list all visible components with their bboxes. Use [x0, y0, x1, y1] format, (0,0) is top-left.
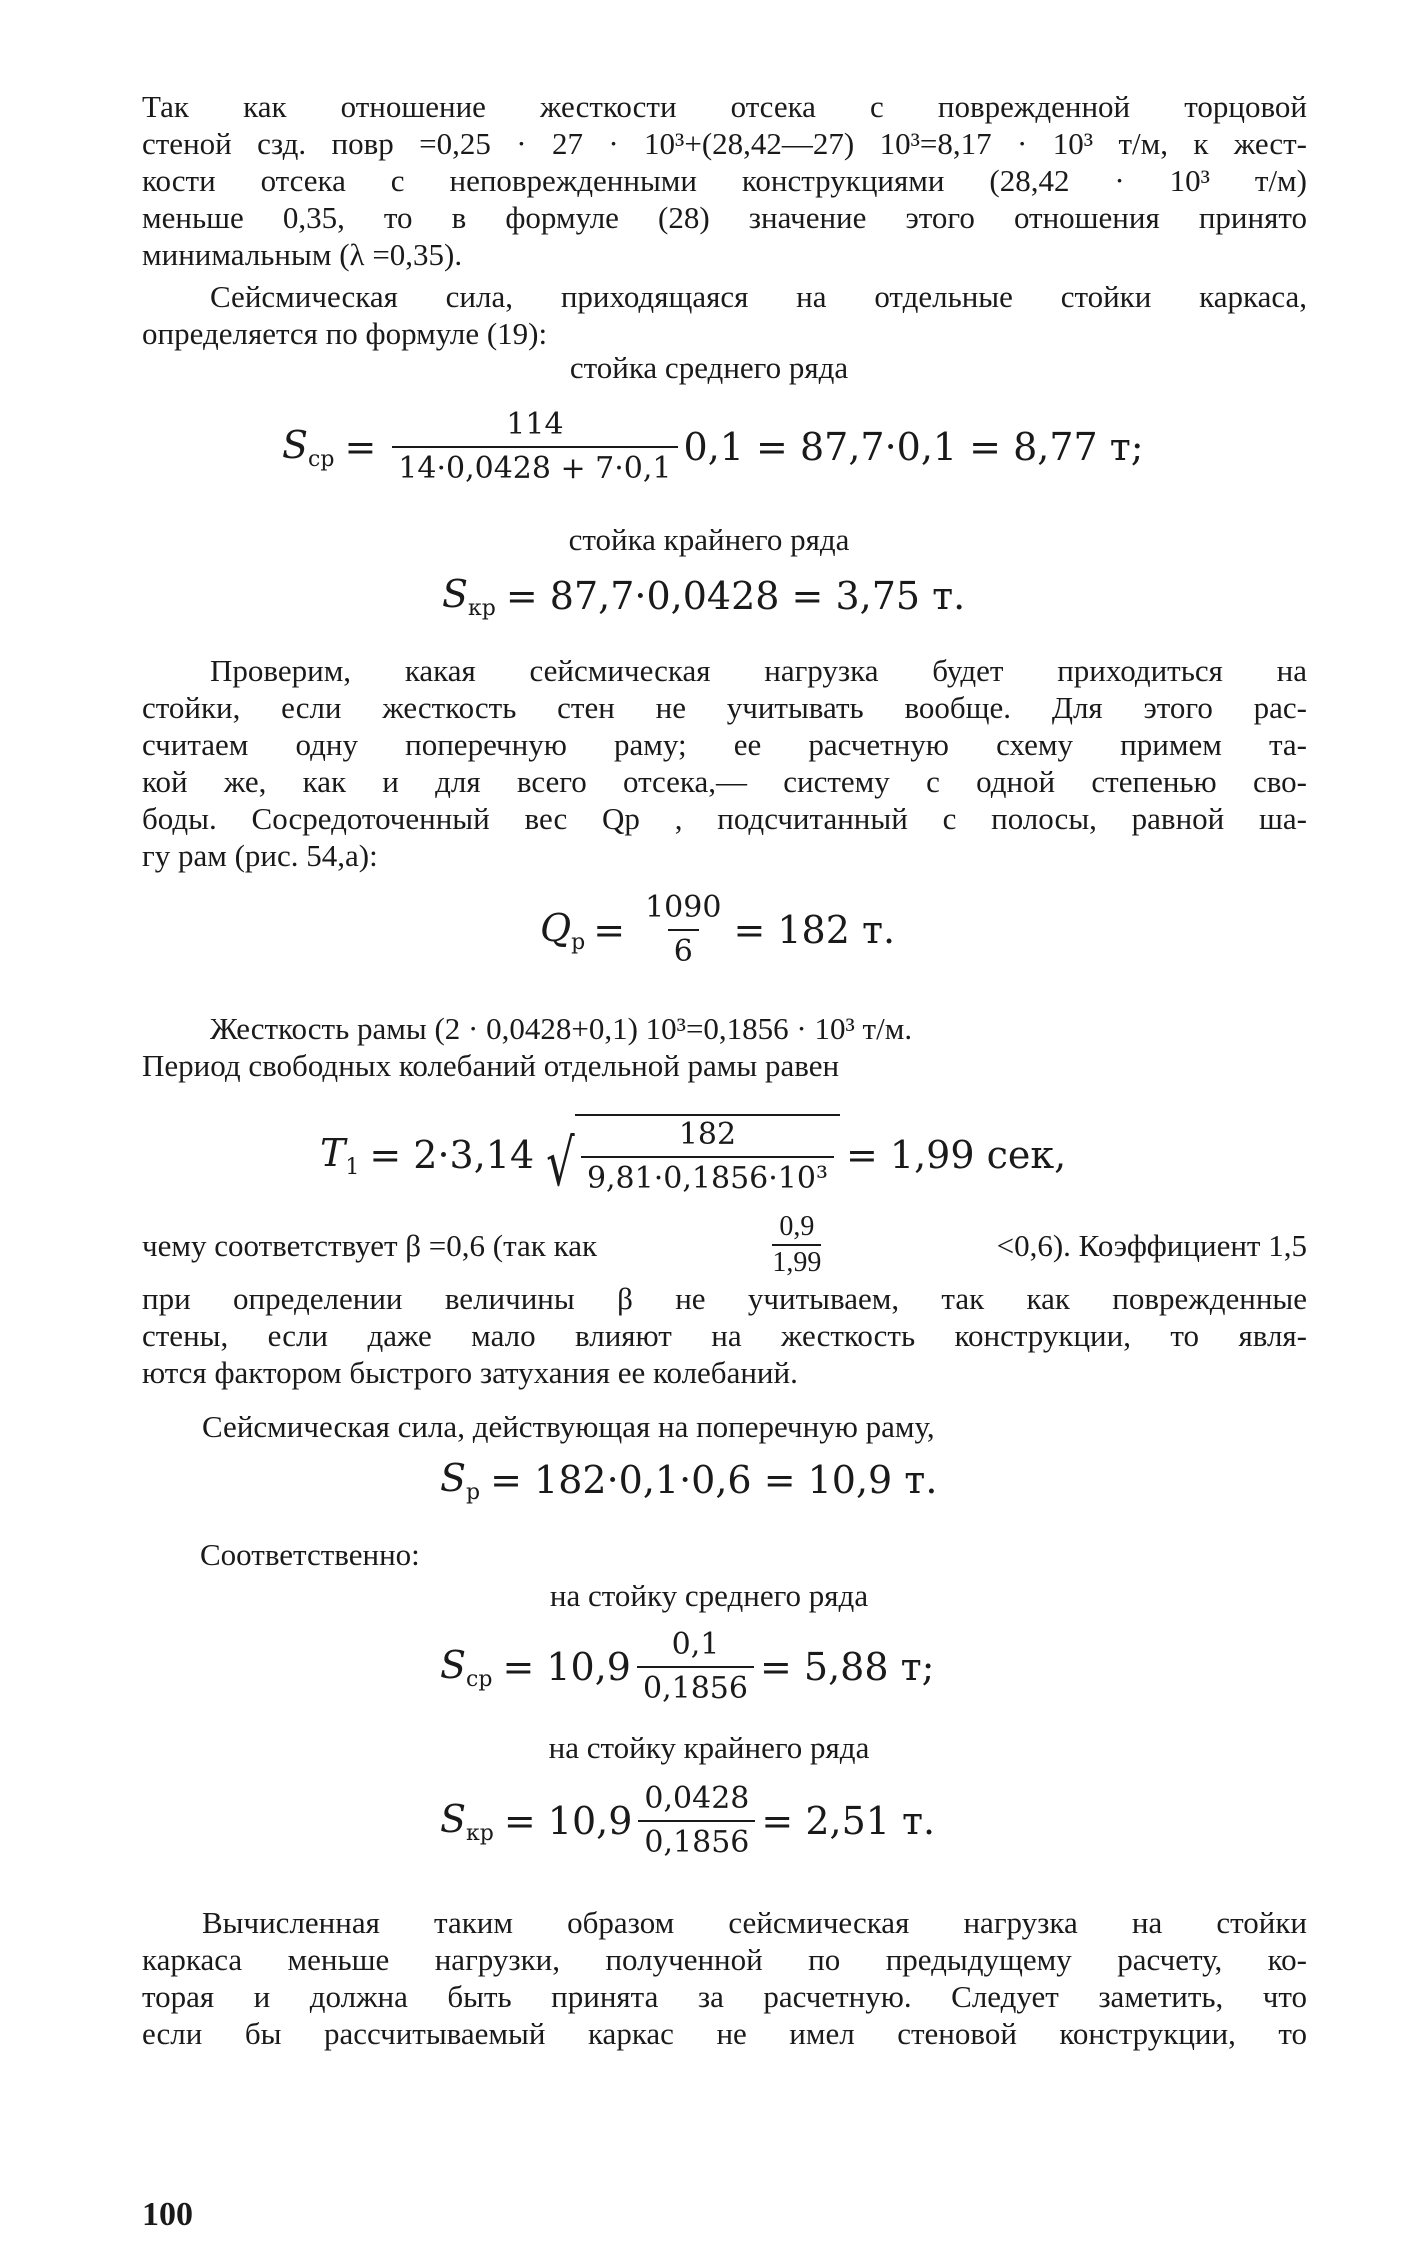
text-line: Соответственно:	[200, 1537, 420, 1572]
text-line: боды. Сосредоточенный вес Qр , подсчитанный с полосы, равной ша-	[142, 801, 1307, 836]
label-middle-column: на стойку среднего ряда	[549, 1578, 869, 1613]
text-line: кой же, как и для всего отсека,— систему с одной степенью сво-	[142, 764, 1307, 799]
paragraph-frame-stiffness	[142, 1010, 1307, 1084]
fraction-numerator: 0,1	[671, 1627, 720, 1662]
label-edge-column: на стойку крайнего ряда	[548, 1730, 870, 1765]
formula-fraction	[581, 1118, 834, 1196]
text-line: при определении величины β не учитываем, так как поврежденные	[142, 1281, 1307, 1316]
formula-rhs: = 2,51 т.	[761, 1799, 936, 1843]
formula-lhs: $S_{ср}$	[282, 422, 335, 472]
text-line: Сейсмическая сила, действующая на поперечную раму,	[202, 1409, 935, 1444]
fraction-numerator: 182	[678, 1117, 737, 1152]
text-line: Сейсмическая сила, приходящаяся на отдельные стойки каркаса,	[210, 279, 1307, 314]
fraction-numerator: 1090	[645, 890, 722, 925]
text-line: Жесткость рамы (2 · 0,0428+0,1) 10³=0,1856 · 10³ т/м.	[210, 1011, 913, 1046]
text-line: стойки, если жесткость стен не учитывать вообще. Для этого рас-	[142, 690, 1307, 725]
text-line: Так как отношение жесткости отсека с поврежденной торцовой	[142, 89, 1307, 124]
formula-lhs: $S_{ср}$	[440, 1642, 493, 1692]
paragraph-seismic-on-frame	[142, 1408, 1307, 1445]
formula-fraction	[392, 408, 677, 486]
fraction-numerator: 114	[506, 407, 564, 442]
formula-s-edge	[442, 566, 965, 626]
text-line: если бы рассчитываемый каркас не имел стеновой конструкции, то	[142, 2016, 1307, 2051]
text-line: Период свободных колебаний отдельной рамы равен	[142, 1048, 840, 1083]
text-line: определяется по формуле (19):	[142, 316, 548, 351]
formula-rhs: = 87,7·0,0428 = 3,75 т.	[505, 574, 966, 618]
formula-lhs: $S_{кр}$	[442, 571, 496, 621]
formula-lhs: $S_{кр}$	[440, 1796, 494, 1846]
text-line: стены, если даже мало влияют на жесткость конструкции, то явля-	[142, 1318, 1307, 1353]
label-edge-column: стойка крайнего ряда	[568, 522, 850, 557]
formula-period: $T_1$ = 2·3,14 √ $\frac{182}{\text{9,81·0,1856·10³}}$ = 1,99 сек,	[320, 1100, 1066, 1210]
fraction-denominator: 14·0,0428 + 7·0,1	[392, 446, 677, 486]
inline-fraction: $\frac{0,9}{1,99}$	[772, 1211, 822, 1278]
paragraph-accordingly	[200, 1536, 1365, 1573]
paragraph-seismic-force-intro	[142, 278, 1307, 352]
page-number: 100	[142, 2196, 193, 2233]
fraction-numerator: 0,0428	[644, 1781, 750, 1816]
text-line: считаем одну поперечную раму; ее расчетную схему примем та-	[142, 727, 1307, 762]
formula-s-edge-frame: $S_{кр}$ = 10,9 $\frac{0,0428}{0,1856}$ = 2,51 т.	[440, 1781, 936, 1860]
square-root	[540, 1114, 840, 1201]
formula-s-middle: $S_{ср}$ = $\frac{114}{14\cdot 0,0428 + 7\cdot 0,1}$ 0,1 = 87,7·0,1 = 8,77 т;	[282, 407, 1144, 486]
text-line: чему соответствует β =0,6 (так как $\frac{0,9}{1,99}$ <0,6). Коэффициент 1,5	[142, 1211, 1307, 1278]
text-line: кости отсека с неповрежденными конструкциями (28,42 · 10³ т/м)	[142, 163, 1307, 198]
fraction-denominator: 0,1856	[638, 1820, 755, 1860]
text-line: Вычисленная таким образом сейсмическая нагрузка на стойки	[202, 1905, 1307, 1940]
formula-lhs: $Q_р$	[540, 905, 586, 955]
formula-s-middle-frame: $S_{ср}$ = 10,9 $\frac{0,1}{0,1856}$ = 5,88 т;	[440, 1627, 935, 1706]
formula-rhs: = 1,99 сек,	[845, 1133, 1067, 1177]
formula-rhs: = 182·0,1·0,6 = 10,9 т.	[490, 1458, 938, 1502]
formula-fraction	[639, 891, 727, 969]
paragraph-conclusion	[142, 1904, 1307, 2052]
text-line: минимальным (λ =0,35).	[142, 237, 463, 272]
formula-rhs: = 182 т.	[733, 908, 896, 952]
radical-icon: √	[546, 1127, 575, 1201]
formula-fraction	[637, 1628, 754, 1706]
formula-lhs: $S_р$	[440, 1455, 481, 1505]
label-middle-column: стойка среднего ряда	[569, 350, 849, 385]
text-line: гу рам (рис. 54,а):	[142, 838, 378, 873]
paragraph-check-frames	[142, 652, 1307, 874]
text-line: Проверим, какая сейсмическая нагрузка будет приходиться на	[210, 653, 1307, 688]
fraction-denominator: 0,1856	[637, 1666, 754, 1706]
text-line: стеной cзд. повр =0,25 · 27 · 10³+(28,42—27) 10³=8,17 · 10³ т/м, к жест-	[142, 126, 1307, 161]
formula-rhs: = 5,88 т;	[759, 1645, 935, 1689]
text-line: торая и должна быть принята за расчетную. Следует заметить, что	[142, 1979, 1307, 2014]
text-line: каркаса меньше нагрузки, полученной по предыдущему расчету, ко-	[142, 1942, 1307, 1977]
formula-lhs: $T_1$	[320, 1130, 360, 1180]
formula-s-frame	[440, 1450, 937, 1510]
paragraph-beta-coefficient	[142, 1210, 1307, 1391]
fraction-denominator: 9,81·0,1856·10³	[581, 1156, 834, 1196]
paragraph-stiffness-ratio	[142, 88, 1307, 273]
fraction-denominator: 6	[668, 929, 699, 969]
text-line: ются фактором быстрого затухания ее колебаний.	[142, 1355, 798, 1390]
formula-rhs: 0,1 = 87,7·0,1 = 8,77 т;	[683, 425, 1144, 469]
formula-q-weight: $Q_р$ = $\frac{1090}{6}$ = 182 т.	[540, 890, 896, 969]
text-line: меньше 0,35, то в формуле (28) значение этого отношения принято	[142, 200, 1307, 235]
formula-fraction	[638, 1782, 755, 1860]
